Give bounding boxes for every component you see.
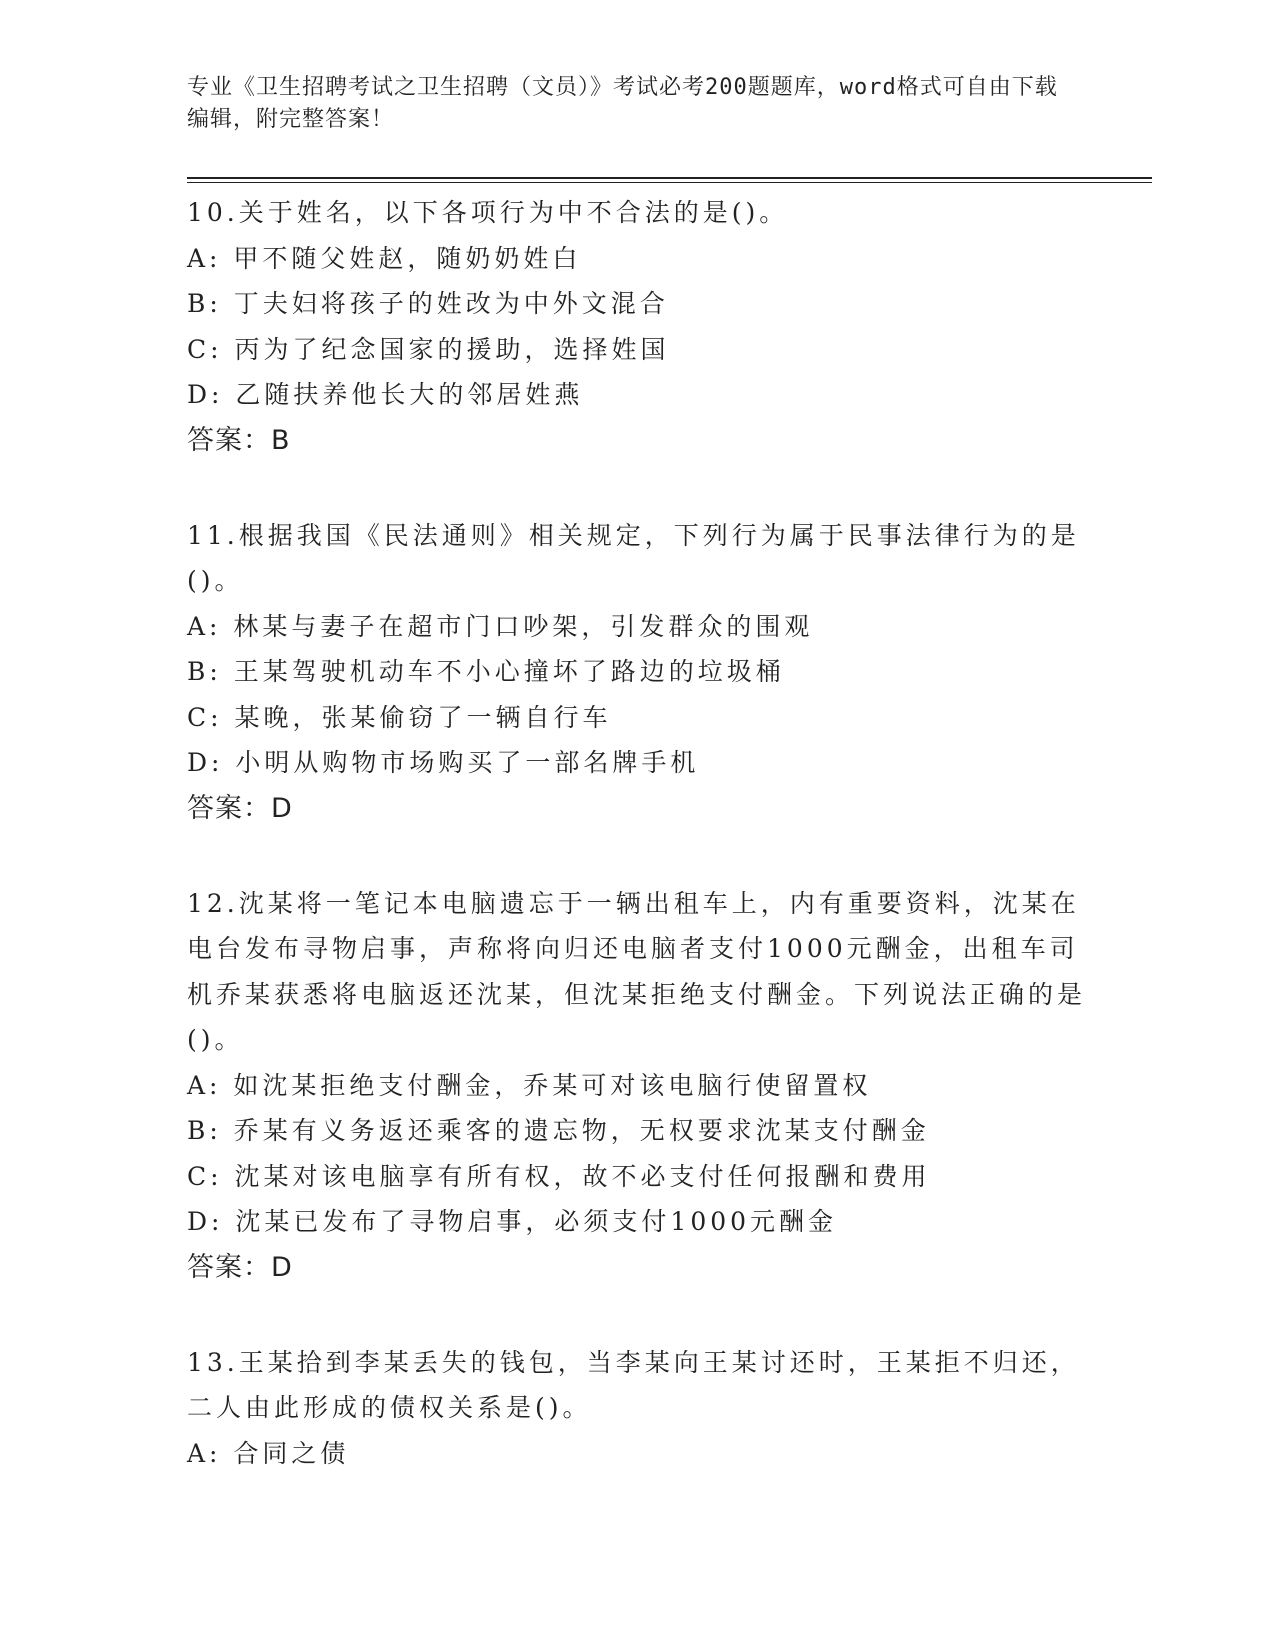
question-11 (187, 513, 1087, 831)
question-stem: 10.关于姓名，以下各项行为中不合法的是()。 (187, 198, 789, 227)
option-a: A: 林某与妻子在超市门口吵架，引发群众的围观 (187, 611, 814, 641)
option-a: A: 合同之债 (187, 1438, 350, 1468)
option-a: A: 如沈某拒绝支付酬金，乔某可对该电脑行使留置权 (187, 1070, 872, 1100)
header-divider-thick (187, 177, 1152, 179)
option-c: C: 某晚，张某偷窃了一辆自行车 (187, 702, 612, 732)
question-list (187, 190, 1087, 1526)
question-stem: 12.沈某将一笔记本电脑遗忘于一辆出租车上，内有重要资料，沈某在电台发布寻物启事，声称将向归还电脑者支付1000元酬金，出租车司机乔某获悉将电脑返还沈某，但沈某拒绝支付酬金。下列说法正确的是()。 (187, 888, 1087, 1054)
answer-line: 答案：B (187, 424, 291, 456)
option-d: D: 小明从购物市场购买了一部名牌手机 (187, 748, 700, 777)
question-12 (187, 881, 1087, 1290)
answer-line: 答案：D (187, 1251, 293, 1283)
question-10 (187, 190, 1087, 463)
option-c: C: 丙为了纪念国家的援助，选择姓国 (187, 334, 670, 364)
option-b: B: 王某驾驶机动车不小心撞坏了路边的垃圾桶 (187, 657, 785, 686)
option-d: D: 乙随扶养他长大的邻居姓燕 (187, 380, 584, 409)
header-divider-thin (187, 182, 1152, 183)
question-stem: 13.王某拾到李某丢失的钱包，当李某向王某讨还时，王某拒不归还，二人由此形成的债权关系是()。 (187, 1347, 1080, 1422)
option-d: D: 沈某已发布了寻物启事，必须支付1000元酬金 (187, 1207, 838, 1236)
question-13 (187, 1340, 1087, 1477)
question-stem: 11.根据我国《民法通则》相关规定，下列行为属于民事法律行为的是()。 (187, 520, 1080, 595)
option-c: C: 沈某对该电脑享有所有权，故不必支付任何报酬和费用 (187, 1161, 931, 1191)
option-a: A: 甲不随父姓赵，随奶奶姓白 (187, 243, 582, 273)
document-header: 专业《卫生招聘考试之卫生招聘（文员）》考试必考200题题库，word格式可自由下载编辑，附完整答案！ (187, 75, 1058, 132)
option-b: B: 乔某有义务返还乘客的遗忘物，无权要求沈某支付酬金 (187, 1116, 930, 1145)
option-b: B: 丁夫妇将孩子的姓改为中外文混合 (187, 289, 669, 318)
answer-line: 答案：D (187, 792, 293, 824)
